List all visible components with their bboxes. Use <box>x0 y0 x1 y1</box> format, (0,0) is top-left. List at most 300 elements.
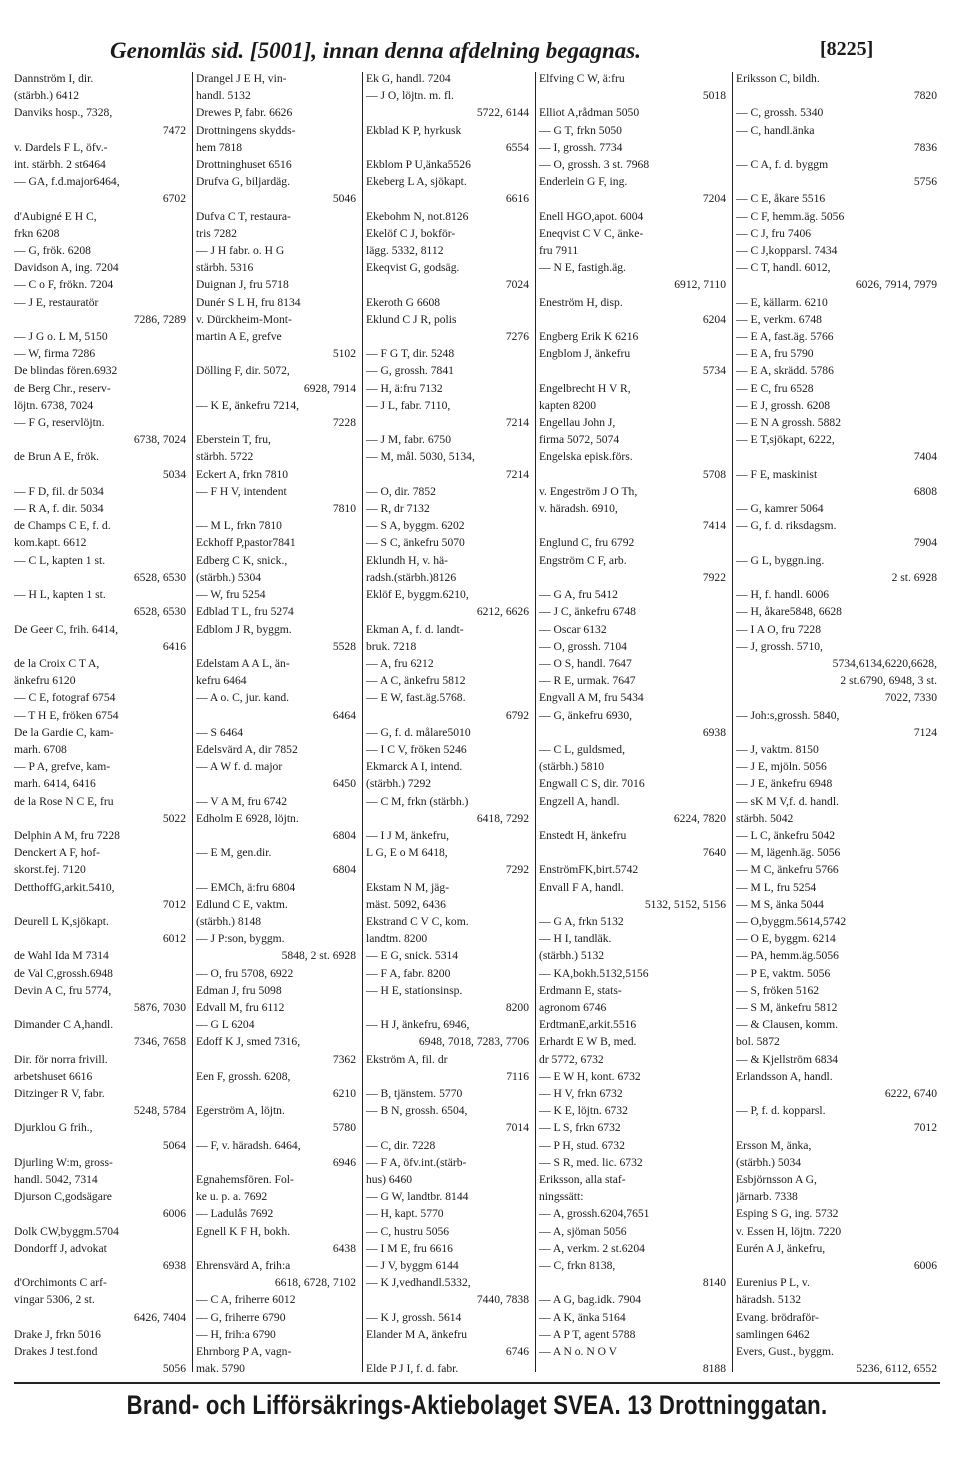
directory-entry-line: Drottninghuset 6516 <box>196 158 292 172</box>
directory-entry-line: de la Rose N C E, fru <box>14 794 114 808</box>
directory-entry-line: — E T,sjökapt, 6222, <box>736 433 835 447</box>
directory-entry-line: 7292 <box>505 863 529 877</box>
directory-entry-line: — A, sjöman 5056 <box>539 1224 627 1238</box>
directory-entry-line: — H I, tandläk. <box>539 932 612 946</box>
directory-entry-line: 7024 <box>505 278 529 292</box>
directory-entry-line: 7022, 7330 <box>884 691 937 705</box>
directory-entry-line: — G, f. d. målare5010 <box>366 725 471 739</box>
directory-entry-line: — H L, kapten 1 st. <box>14 588 106 602</box>
directory-entry-line: — E W H, kont. 6732 <box>539 1069 641 1083</box>
directory-entry-line: kom.kapt. 6612 <box>14 536 87 550</box>
directory-entry-line: — C E, fotograf 6754 <box>14 691 116 705</box>
directory-entry-line: 5734 <box>702 364 726 378</box>
directory-entry-line: Engblom J, änkefru <box>539 347 631 361</box>
directory-entry-line: Duignan J, fru 5718 <box>196 278 289 292</box>
directory-entry-line: lägg. 5332, 8112 <box>366 244 444 258</box>
directory-entry-line: — J V, byggm 6144 <box>366 1259 459 1273</box>
directory-entry-line: 2 st. 6928 <box>891 570 937 584</box>
directory-entry-line: 5102 <box>332 347 356 361</box>
directory-entry-line: — E G, snick. 5314 <box>366 949 459 963</box>
directory-entry-line: Edman J, fru 5098 <box>196 983 282 997</box>
directory-entry-line: 7228 <box>332 416 356 430</box>
directory-entry-line: — R E, urmak. 7647 <box>539 674 636 688</box>
directory-entry-line: — K E, löjtn. 6732 <box>539 1104 628 1118</box>
column-divider <box>732 72 733 1372</box>
directory-entry-line: samlingen 6462 <box>736 1327 810 1341</box>
directory-entry-line: marh. 6414, 6416 <box>14 777 96 791</box>
directory-entry-line: — F H V, intendent <box>196 484 287 498</box>
column-divider <box>362 72 363 1372</box>
directory-entry-line: Ekeroth G 6608 <box>366 295 441 309</box>
directory-entry-line: — G, grossh. 7841 <box>366 364 454 378</box>
directory-entry-line: stärbh. 5042 <box>736 811 794 825</box>
directory-entry-line: — I C V, fröken 5246 <box>366 742 467 756</box>
directory-entry-line: Edblom J R, byggm. <box>196 622 292 636</box>
directory-entry-line: 6418, 7292 <box>476 811 529 825</box>
directory-entry-line: — E N A grossh. 5882 <box>736 416 841 430</box>
directory-entry-line: — E A, skrädd. 5786 <box>736 364 834 378</box>
directory-entry-line: — A W f. d. major <box>196 760 283 774</box>
directory-entry-line: — E J, grossh. 6208 <box>736 398 831 412</box>
directory-entry-line: (stärbh.) 7292 <box>366 777 432 791</box>
directory-entry-line: de la Croix C T A, <box>14 656 100 670</box>
directory-entry-line: Erdmann E, stats- <box>539 983 622 997</box>
directory-entry-line: radsh.(stärbh.)8126 <box>366 570 457 584</box>
directory-entry-line: — M S, änka 5044 <box>736 897 824 911</box>
directory-entry-line: — J, grossh. 5710, <box>736 639 823 653</box>
directory-entry-line: Deurell L K,sjökapt. <box>14 914 109 928</box>
directory-entry-line: Drewes P, fabr. 6626 <box>196 106 293 120</box>
directory-entry-line: frkn 6208 <box>14 226 60 240</box>
directory-entry-line: — F A, fabr. 8200 <box>366 966 451 980</box>
directory-entry-line: — W, fru 5254 <box>196 588 266 602</box>
directory-entry-line: 5780 <box>332 1121 356 1135</box>
directory-entry-line: 7214 <box>505 416 529 430</box>
directory-entry-line: 6938 <box>162 1259 186 1273</box>
directory-entry-line: — J C, änkefru 6748 <box>539 605 636 619</box>
directory-entry-line: 7810 <box>332 502 356 516</box>
directory-entry-line: — L S, frkn 6732 <box>539 1121 621 1135</box>
directory-entry-line: — G W, landtbr. 8144 <box>366 1190 469 1204</box>
directory-entry-line: de Champs C E, f. d. <box>14 519 111 533</box>
directory-entry-line: 5708 <box>702 467 726 481</box>
directory-entry-line: int. stärbh. 2 st6464 <box>14 158 106 172</box>
directory-entry-line: 5022 <box>162 811 186 825</box>
directory-entry-line: Envall F A, handl. <box>539 880 624 894</box>
directory-entry-line <box>539 1377 729 1380</box>
directory-entry-line: 7404 <box>913 450 937 464</box>
directory-entry-line: — H V, frkn 6732 <box>539 1086 623 1100</box>
directory-entry-line: Dölling F, dir. 5072, <box>196 364 290 378</box>
directory-entry-line: 8188 <box>702 1362 726 1376</box>
directory-entry-line: Djurson C,godsägare <box>14 1190 112 1204</box>
directory-entry-line: landtm. 8200 <box>366 932 428 946</box>
directory-entry-line: Een F, grossh. 6208, <box>196 1069 291 1083</box>
directory-entry-line: — C E, åkare 5516 <box>736 192 826 206</box>
directory-entry-line: 6792 <box>505 708 529 722</box>
directory-entry-line: v. Dardels F L, öfv.- <box>14 140 108 154</box>
directory-entry-line: (stärbh.) 5034 <box>736 1155 802 1169</box>
directory-entry-line: 7904 <box>913 536 937 550</box>
directory-entry-line: — Joh:s,grossh. 5840, <box>736 708 840 722</box>
directory-entry-line: Dolk CW,byggm.5704 <box>14 1224 119 1238</box>
directory-column-2 <box>196 70 359 1380</box>
directory-entry-line: stärbh. 5722 <box>196 450 254 464</box>
directory-entry-line: 6450 <box>332 777 356 791</box>
directory-entry-line: Ekstrand C V C, kom. <box>366 914 469 928</box>
directory-entry-line: handl. 5042, 7314 <box>14 1173 98 1186</box>
directory-entry-line: — F E, maskinist <box>736 467 818 481</box>
directory-entry-line: — N E, fastigh.äg. <box>539 261 626 275</box>
directory-entry-line: 7214 <box>505 467 529 481</box>
directory-entry-line: — C L, kapten 1 st. <box>14 553 106 567</box>
directory-entry-line: Ekblad K P, hyrkusk <box>366 123 462 137</box>
directory-entry-line: kapten 8200 <box>539 398 596 412</box>
directory-entry-line: arbetshuset 6616 <box>14 1069 93 1083</box>
directory-entry-line: d'Aubigné E H C, <box>14 209 97 223</box>
directory-entry-line: Eurén A J, änkefru, <box>736 1241 826 1255</box>
directory-entry-line: järnarb. 7338 <box>736 1190 798 1204</box>
directory-entry-line: — A o. C, jur. kand. <box>196 691 290 705</box>
directory-entry-line: 7820 <box>913 89 937 103</box>
directory-entry-line: — G, f. d. riksdagsm. <box>736 519 837 533</box>
directory-entry-line: Edlund C E, vaktm. <box>196 897 288 911</box>
directory-entry-line: 7116 <box>506 1069 529 1083</box>
directory-entry-line: Eberstein T, fru, <box>196 433 271 447</box>
directory-entry-line: — O,byggm.5614,5742 <box>736 914 847 928</box>
directory-entry-line: — C J,kopparsl. 7434 <box>736 244 838 258</box>
directory-entry-line: — H, ä:fru 7132 <box>366 381 443 395</box>
directory-entry-line: Engelska episk.förs. <box>539 450 633 464</box>
directory-entry-line: 6438 <box>332 1241 356 1255</box>
directory-entry-line: 6912, 7110 <box>674 278 726 292</box>
directory-entry-line: Enstedt H, änkefru <box>539 828 627 842</box>
directory-entry-line: — C F, hemm.äg. 5056 <box>736 209 845 223</box>
directory-entry-line: — C, handl.änka <box>736 123 815 137</box>
directory-entry-line: — Ladulås 7692 <box>196 1207 274 1221</box>
column-divider <box>192 72 193 1372</box>
directory-entry-line: — S C, änkefru 5070 <box>366 536 465 550</box>
directory-entry-line: 5528 <box>332 639 356 653</box>
directory-entry-line: Eckhoff P,pastor7841 <box>196 536 296 550</box>
directory-entry-line: v. Essen H, löjtn. 7220 <box>736 1224 842 1238</box>
directory-entry-line: Enderlein G F, ing. <box>539 175 628 189</box>
directory-entry-line: Elander M A, änkefru <box>366 1327 468 1341</box>
directory-entry-line: Edberg C K, snick., <box>196 553 288 567</box>
directory-entry-line: — S 6464 <box>196 725 244 739</box>
directory-entry-line: — G, kamrer 5064 <box>736 502 824 516</box>
directory-entry-line: — H, f. handl. 6006 <box>736 588 830 602</box>
directory-entry-line: — W, firma 7286 <box>14 347 96 361</box>
directory-entry-line <box>14 1377 189 1380</box>
directory-entry-line: — J M, fabr. 6750 <box>366 433 452 447</box>
directory-entry-line: 7362 <box>332 1052 356 1066</box>
directory-entry-line: Drakes J test.fond <box>14 1345 98 1359</box>
directory-entry-line: Ekman A, f. d. landt- <box>366 622 464 636</box>
directory-entry-line: 5722, 6144 <box>476 106 529 120</box>
directory-entry-line: 5848, 2 st. 6928 <box>281 949 356 963</box>
directory-entry-line: — O, grossh. 7104 <box>539 639 627 653</box>
footer-divider <box>14 1382 940 1384</box>
directory-entry-line: — O, grossh. 3 st. 7968 <box>539 158 650 172</box>
directory-column-3 <box>366 70 532 1380</box>
directory-entry-line: Erlandsson A, handl. <box>736 1069 833 1083</box>
directory-entry-line: Englund C, fru 6792 <box>539 536 635 550</box>
directory-entry-line: Eriksson, alla staf- <box>539 1173 626 1186</box>
directory-entry-line: — J, vaktm. 8150 <box>736 742 819 756</box>
directory-entry-line: Ekmarck A I, intend. <box>366 760 463 774</box>
directory-entry-line: — O, fru 5708, 6922 <box>196 966 294 980</box>
directory-entry-line: 7440, 7838 <box>476 1293 529 1307</box>
directory-entry-line: Egnahemsfören. Fol- <box>196 1173 294 1186</box>
directory-entry-line: — I A O, fru 7228 <box>736 622 822 636</box>
directory-entry-line: Engström C F, arb. <box>539 553 627 567</box>
directory-entry-line: agronom 6746 <box>539 1000 607 1014</box>
directory-entry-line: Elde P J I, f. d. fabr. <box>366 1362 459 1376</box>
directory-entry-line: v. Dürckheim-Mont- <box>196 312 292 326</box>
directory-entry-line: — A N o. N O V <box>539 1345 618 1359</box>
directory-entry-line: mak. 5790 <box>196 1362 245 1376</box>
directory-entry-line: 7836 <box>913 140 937 154</box>
directory-entry-line: — R A, f. dir. 5034 <box>14 502 104 516</box>
directory-entry-line: 6618, 6728, 7102 <box>274 1276 356 1290</box>
directory-entry-line: — J L, fabr. 7110, <box>366 398 451 412</box>
directory-entry-line: — J P:son, byggm. <box>196 932 285 946</box>
directory-entry-line: 5248, 5784 <box>133 1104 186 1118</box>
directory-entry-line: 5734,6134,6220,6628, <box>832 656 937 670</box>
directory-entry-line: — J O, löjtn. m. fl. <box>366 89 454 103</box>
directory-entry-line: Egnell K F H, bokh. <box>196 1224 291 1238</box>
directory-entry-line: — C, dir. 7228 <box>366 1138 436 1152</box>
directory-entry-line: Eckert A, frkn 7810 <box>196 467 289 481</box>
directory-entry-line: bruk. 7218 <box>366 639 417 653</box>
directory-entry-line: 7012 <box>162 897 186 911</box>
directory-entry-line: firma 5072, 5074 <box>539 433 620 447</box>
directory-entry-line: 5034 <box>162 467 186 481</box>
directory-entry-line: Dimander C A,handl. <box>14 1018 114 1032</box>
directory-entry-line: De la Gardie C, kam- <box>14 725 114 739</box>
directory-entry-line: — P A, grefve, kam- <box>14 760 111 774</box>
directory-entry-line: 7124 <box>913 725 937 739</box>
directory-entry-line: — A P T, agent 5788 <box>539 1327 636 1341</box>
directory-entry-line: Ekebohm N, not.8126 <box>366 209 469 223</box>
directory-entry-line: — J E, änkefru 6948 <box>736 777 833 791</box>
directory-entry-line: Dufva C T, restaura- <box>196 209 291 223</box>
directory-entry-line: — & Kjellström 6834 <box>736 1052 839 1066</box>
directory-entry-line: — G, änkefru 6930, <box>539 708 633 722</box>
directory-entry-line: 6224, 7820 <box>673 811 726 825</box>
directory-entry-line: 7346, 7658 <box>133 1035 186 1049</box>
directory-entry-line: Eurenius P L, v. <box>736 1276 810 1290</box>
directory-entry-line: Ehrnborg P A, vagn- <box>196 1345 292 1359</box>
directory-entry-line: Elliot A,rådman 5050 <box>539 106 640 120</box>
directory-entry-line: Eneström H, disp. <box>539 295 623 309</box>
directory-entry-line: 7286, 7289 <box>133 312 186 326</box>
directory-entry-line: — H E, stationsinsp. <box>366 983 463 997</box>
directory-entry-line: de Wahl Ida M 7314 <box>14 949 109 963</box>
directory-entry-line: Danviks hosp., 7328, <box>14 106 113 120</box>
directory-entry-line: 7640 <box>702 846 726 860</box>
directory-entry-line: — H, frih:a 6790 <box>196 1327 276 1341</box>
directory-entry-line: — S R, med. lic. 6732 <box>539 1155 643 1169</box>
directory-entry-line: Djurklou G frih., <box>14 1121 93 1135</box>
directory-entry-line: Dannström I, dir. <box>14 72 94 85</box>
directory-entry-line: 6006 <box>162 1207 186 1221</box>
directory-entry-line: 6938 <box>702 725 726 739</box>
directory-entry-line: — Oscar 6132 <box>539 622 607 636</box>
directory-entry-line: — R, dr 7132 <box>366 502 430 516</box>
directory-entry-line: Edvall M, fru 6112 <box>196 1000 285 1014</box>
directory-entry-line: d'Orchimonts C arf- <box>14 1276 107 1290</box>
directory-entry-line: Edelstam A A L, än- <box>196 656 290 670</box>
directory-entry-line: 5018 <box>702 89 726 103</box>
directory-entry-line: 5756 <box>913 175 937 189</box>
directory-entry-line: Drufva G, biljardäg. <box>196 175 291 189</box>
directory-entry-line: Eriksson C, bildh. <box>736 72 820 85</box>
directory-entry-line: — F D, fil. dr 5034 <box>14 484 104 498</box>
directory-entry-line: v. Engeström J O Th, <box>539 484 638 498</box>
directory-entry-line: häradsh. 5132 <box>736 1293 802 1307</box>
directory-entry-line: Dondorff J, advokat <box>14 1241 107 1255</box>
directory-column-5 <box>736 70 940 1380</box>
directory-entry-line <box>736 1377 940 1380</box>
directory-entry-line: — C, hustru 5056 <box>366 1224 450 1238</box>
directory-entry-line: — E C, fru 6528 <box>736 381 814 395</box>
directory-column-4 <box>539 70 729 1380</box>
directory-entry-line: — I J M, änkefru, <box>366 828 450 842</box>
directory-entry-line: — C L, guldsmed, <box>539 742 625 756</box>
directory-entry-line: — L C, änkefru 5042 <box>736 828 836 842</box>
directory-entry-line: — G, frök. 6208 <box>14 244 91 258</box>
directory-entry-line: Eklund C J R, polis <box>366 312 457 326</box>
directory-entry-line: 6528, 6530 <box>133 605 186 619</box>
directory-entry-line: 7014 <box>505 1121 529 1135</box>
directory-entry-line: 6702 <box>162 192 186 206</box>
directory-entry-line: — C M, frkn (stärbh.) <box>366 794 469 808</box>
directory-entry-line: EnströmFK,birt.5742 <box>539 863 639 877</box>
directory-entry-line: — H, kapt. 5770 <box>366 1207 444 1221</box>
directory-entry-line <box>196 1377 359 1380</box>
directory-entry-line: — K J, grossh. 5614 <box>366 1310 462 1324</box>
directory-entry-line: Davidson A, ing. 7204 <box>14 261 119 275</box>
directory-entry-line: marh. 6708 <box>14 742 67 756</box>
directory-entry-line: Enell HGO,apot. 6004 <box>539 209 644 223</box>
directory-entry-line: 7472 <box>162 123 186 137</box>
directory-entry-line: (stärbh.) 6412 <box>14 89 80 103</box>
directory-entry-line: Edblad T L, fru 5274 <box>196 605 294 619</box>
directory-entry-line: (stärbh.) 5810 <box>539 760 605 774</box>
directory-entry-line: 8140 <box>702 1276 726 1290</box>
directory-entry-line: — C A, f. d. byggm <box>736 158 829 172</box>
directory-entry-line: — O E, byggm. 6214 <box>736 932 836 946</box>
directory-column-1 <box>14 70 189 1380</box>
directory-entry-line: — O S, handl. 7647 <box>539 656 632 670</box>
directory-entry-line: 6012 <box>162 932 186 946</box>
directory-entry-line: Ekeqvist G, godsäg. <box>366 261 460 275</box>
directory-entry-line: — C o F, frökn. 7204 <box>14 278 114 292</box>
directory-entry-line: Devin A C, fru 5774, <box>14 983 112 997</box>
directory-entry-line: Ekblom P U,änka5526 <box>366 158 471 172</box>
directory-entry-line: 8200 <box>505 1000 529 1014</box>
directory-entry-line: 6746 <box>505 1345 529 1359</box>
directory-entry-line: v. häradsh. 6910, <box>539 502 618 516</box>
directory-entry-line: hus) 6460 <box>366 1173 413 1186</box>
directory-entry-line: — A, fru 6212 <box>366 656 434 670</box>
directory-entry-line: 7414 <box>702 519 726 533</box>
directory-entry-line: Ekström A, fil. dr <box>366 1052 448 1066</box>
directory-entry-line: 6804 <box>332 828 356 842</box>
directory-entry-line: — & Clausen, komm. <box>736 1018 839 1032</box>
footer-advertisement: Brand- och Lifförsäkrings-Aktiebolaget SVEA. 13 Drottninggatan. <box>126 1390 828 1420</box>
directory-entry-line: Djurling W:m, gross- <box>14 1155 113 1169</box>
directory-entry-line: Denckert A F, hof- <box>14 846 101 860</box>
directory-entry-line: — M L, frkn 7810 <box>196 519 282 533</box>
directory-entry-line: Edholm E 6928, löjtn. <box>196 811 299 825</box>
directory-entry-line: 6948, 7018, 7283, 7706 <box>418 1035 529 1049</box>
directory-entry-line: — J E, restauratör <box>14 295 99 309</box>
directory-entry-line: — A K, änka 5164 <box>539 1310 626 1324</box>
directory-entry-line: Engzell A, handl. <box>539 794 620 808</box>
directory-entry-line: Drake J, frkn 5016 <box>14 1327 101 1341</box>
directory-entry-line: — C, frkn 8138, <box>539 1259 616 1273</box>
directory-entry-line: — S A, byggm. 6202 <box>366 519 465 533</box>
directory-entry-line: — M, mål. 5030, 5134, <box>366 450 475 464</box>
directory-entry-line: 6210 <box>332 1086 356 1100</box>
directory-entry-line: kefru 6464 <box>196 674 247 688</box>
directory-entry-line: Ekelöf C J, bokför- <box>366 226 456 240</box>
directory-entry-line: bol. 5872 <box>736 1035 780 1049</box>
directory-entry-line: Esping S G, ing. 5732 <box>736 1207 839 1221</box>
directory-entry-line: — F, v. häradsh. 6464, <box>196 1138 301 1152</box>
directory-entry-line: 6222, 6740 <box>884 1086 937 1100</box>
directory-entry-line: de Val C,grossh.6948 <box>14 966 113 980</box>
directory-entry-line: — M, lägenh.äg. 5056 <box>736 846 841 860</box>
directory-entry-line: De Geer C, frih. 6414, <box>14 622 118 636</box>
directory-entry-line: — I, grossh. 7734 <box>539 140 623 154</box>
directory-entry-line: — G A, frkn 5132 <box>539 914 624 928</box>
directory-entry-line: 7276 <box>505 330 529 344</box>
directory-entry-line: — K J,vedhandl.5332, <box>366 1276 471 1290</box>
directory-entry-line: — H, åkare5848, 6628 <box>736 605 842 619</box>
directory-entry-line: ke u. p. a. 7692 <box>196 1190 268 1204</box>
directory-entry-line: — PA, hemm.äg.5056 <box>736 949 839 963</box>
directory-entry-line: fru 7911 <box>539 244 579 258</box>
directory-entry-line: Ditzinger R V, fabr. <box>14 1086 105 1100</box>
directory-entry-line: — P H, stud. 6732 <box>539 1138 625 1152</box>
directory-entry-line: Engberg Erik K 6216 <box>539 330 639 344</box>
page-reference: [8225] <box>820 38 874 60</box>
directory-entry-line: tris 7282 <box>196 226 237 240</box>
directory-entry-line: Elfving C W, ä:fru <box>539 72 625 85</box>
directory-entry-line: — K E, änkefru 7214, <box>196 398 300 412</box>
directory-entry-line: 5132, 5152, 5156 <box>644 897 726 911</box>
directory-entry-line: — C J, fru 7406 <box>736 226 812 240</box>
directory-entry-line: mäst. 5092, 6436 <box>366 897 446 911</box>
directory-entry-line: Engwall C S, dir. 7016 <box>539 777 645 791</box>
directory-entry-line: — A G, bag.idk. 7904 <box>539 1293 642 1307</box>
directory-entry-line: (stärbh.) 8148 <box>196 914 262 928</box>
directory-entry-line: — E, verkm. 6748 <box>736 312 822 326</box>
directory-entry-line: Evers, Gust., byggm. <box>736 1345 834 1359</box>
directory-entry-line: Eklöf E, byggm.6210, <box>366 588 469 602</box>
directory-entry-line: — G L 6204 <box>196 1018 255 1032</box>
directory-entry-line: — J E, mjöln. 5056 <box>736 760 827 774</box>
directory-entry-line: (stärbh.) 5132 <box>539 949 605 963</box>
directory-entry-line: — E A, fru 5790 <box>736 347 814 361</box>
directory-entry-line: 5876, 7030 <box>133 1000 186 1014</box>
directory-entry-line: vingar 5306, 2 st. <box>14 1293 95 1307</box>
directory-entry-line: ErdtmanE,arkit.5516 <box>539 1018 637 1032</box>
